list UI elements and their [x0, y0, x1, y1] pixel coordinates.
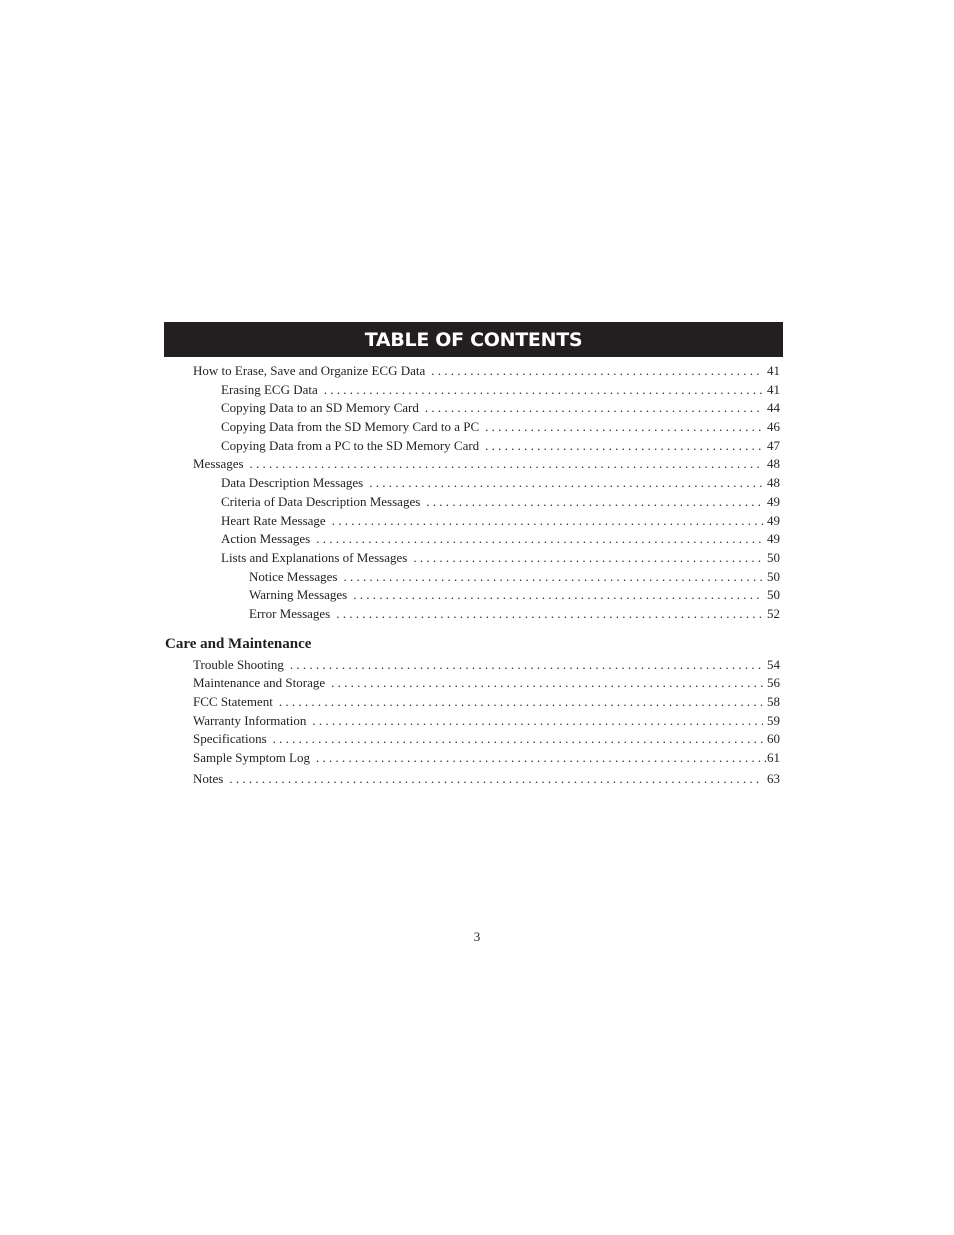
toc-entry-page: 60 — [767, 731, 780, 747]
toc-dot-leader — [369, 474, 763, 493]
toc-entry[interactable] — [165, 381, 780, 400]
toc-group-part1 — [165, 362, 780, 624]
toc-entry-page: 50 — [767, 568, 780, 584]
toc-entry[interactable] — [165, 770, 780, 789]
toc-entry-page: 54 — [767, 656, 780, 672]
toc-entry-title: Messages — [193, 456, 244, 472]
toc-dot-leader — [353, 586, 763, 605]
toc-entry-title: Lists and Explanations of Messages — [221, 549, 408, 565]
toc-entry-page: 48 — [767, 456, 780, 472]
toc-entry-page: 47 — [767, 437, 780, 453]
toc-entry-title: Maintenance and Storage — [193, 675, 326, 691]
toc-entry[interactable] — [165, 362, 780, 381]
toc-dot-leader — [413, 549, 763, 568]
toc-header-banner — [164, 322, 783, 357]
toc-dot-leader — [343, 568, 763, 587]
toc-entry-title: Notice Messages — [249, 568, 338, 584]
toc-entry-title: Erasing ECG Data — [221, 381, 318, 397]
page-number: 3 — [473, 929, 481, 944]
toc-entry-title: Specifications — [193, 731, 267, 747]
toc-entry-title: How to Erase, Save and Organize ECG Data — [193, 363, 426, 378]
toc-entry-page: 58 — [767, 694, 780, 709]
toc-entry-title: Data Description Messages — [221, 475, 364, 491]
toc-entry-page: 59 — [767, 712, 780, 728]
toc-dot-leader — [279, 693, 763, 712]
toc-entry[interactable] — [165, 749, 780, 768]
toc-entry[interactable] — [165, 605, 780, 624]
toc-group-part3 — [165, 770, 780, 789]
toc-entry-page: 49 — [767, 493, 780, 509]
section-heading-care-maintenance: Care and Maintenance — [165, 635, 312, 652]
toc-entry[interactable] — [165, 493, 780, 512]
toc-dot-leader — [426, 493, 763, 512]
toc-entry-title: Warranty Information — [193, 712, 307, 728]
toc-entry-title: Heart Rate Message — [221, 512, 326, 528]
toc-entry[interactable] — [165, 568, 780, 587]
toc-dot-leader — [332, 512, 763, 531]
toc-entry[interactable] — [165, 586, 780, 605]
toc-entry-title: Trouble Shooting — [193, 656, 284, 672]
toc-dot-leader — [316, 749, 760, 768]
toc-entry-page: 44 — [767, 400, 780, 416]
toc-entry[interactable] — [165, 730, 780, 749]
toc-dot-leader — [312, 712, 763, 731]
toc-entry-page: 52 — [767, 605, 780, 621]
toc-entry[interactable] — [165, 712, 780, 731]
toc-entry[interactable] — [165, 437, 780, 456]
toc-dot-leader — [316, 530, 763, 549]
toc-dot-leader — [273, 730, 763, 749]
toc-entry-title: Copying Data to an SD Memory Card — [221, 400, 419, 416]
toc-entry[interactable] — [165, 693, 780, 712]
toc-group-part2 — [165, 656, 780, 768]
toc-entry[interactable] — [165, 530, 780, 549]
toc-entry[interactable] — [165, 512, 780, 531]
toc-entry-title: Criteria of Data Description Messages — [221, 493, 421, 509]
toc-entry-page: 63 — [767, 770, 780, 786]
toc-entry-page: 50 — [767, 549, 780, 565]
toc-dot-leader — [324, 381, 763, 400]
toc-entry[interactable] — [165, 474, 780, 493]
toc-entry-title: Copying Data from the SD Memory Card to a PC — [221, 419, 480, 435]
toc-entry-title: Error Messages — [249, 605, 331, 621]
toc-entry-title: Warning Messages — [249, 587, 348, 603]
toc-entry-page: 46 — [767, 419, 780, 435]
toc-dot-leader — [431, 362, 763, 381]
toc-entry[interactable] — [165, 674, 780, 693]
toc-dot-leader — [290, 656, 763, 675]
toc-entry-page: 49 — [767, 531, 780, 547]
toc-entry-page: 49 — [767, 512, 780, 528]
toc-header-title: TABLE OF CONTENTS — [364, 328, 583, 351]
toc-entry-page: 56 — [767, 675, 780, 691]
toc-dot-leader — [336, 605, 763, 624]
toc-entry-title: FCC Statement — [193, 694, 273, 709]
toc-entry[interactable] — [165, 455, 780, 474]
toc-dot-leader — [229, 770, 763, 789]
toc-dot-leader — [425, 399, 763, 418]
toc-dot-leader — [485, 418, 763, 437]
toc-entry-page: 41 — [767, 363, 780, 378]
toc-list — [165, 362, 780, 788]
toc-entry-page: 50 — [767, 587, 780, 603]
toc-entry[interactable] — [165, 656, 780, 675]
toc-entry-title: Copying Data from a PC to the SD Memory Card — [221, 437, 480, 453]
toc-entry[interactable] — [165, 418, 780, 437]
toc-dot-leader — [250, 455, 763, 474]
toc-entry-title: Sample Symptom Log — [193, 750, 310, 766]
toc-entry[interactable] — [165, 549, 780, 568]
toc-entry[interactable] — [165, 399, 780, 418]
toc-entry-page: .61 — [763, 750, 780, 766]
toc-entry-page: 48 — [767, 475, 780, 491]
toc-entry-title: Notes — [193, 770, 224, 786]
toc-entry-page: 41 — [767, 381, 780, 397]
toc-dot-leader — [331, 674, 763, 693]
toc-entry-title: Action Messages — [221, 531, 311, 547]
toc-dot-leader — [485, 437, 763, 456]
